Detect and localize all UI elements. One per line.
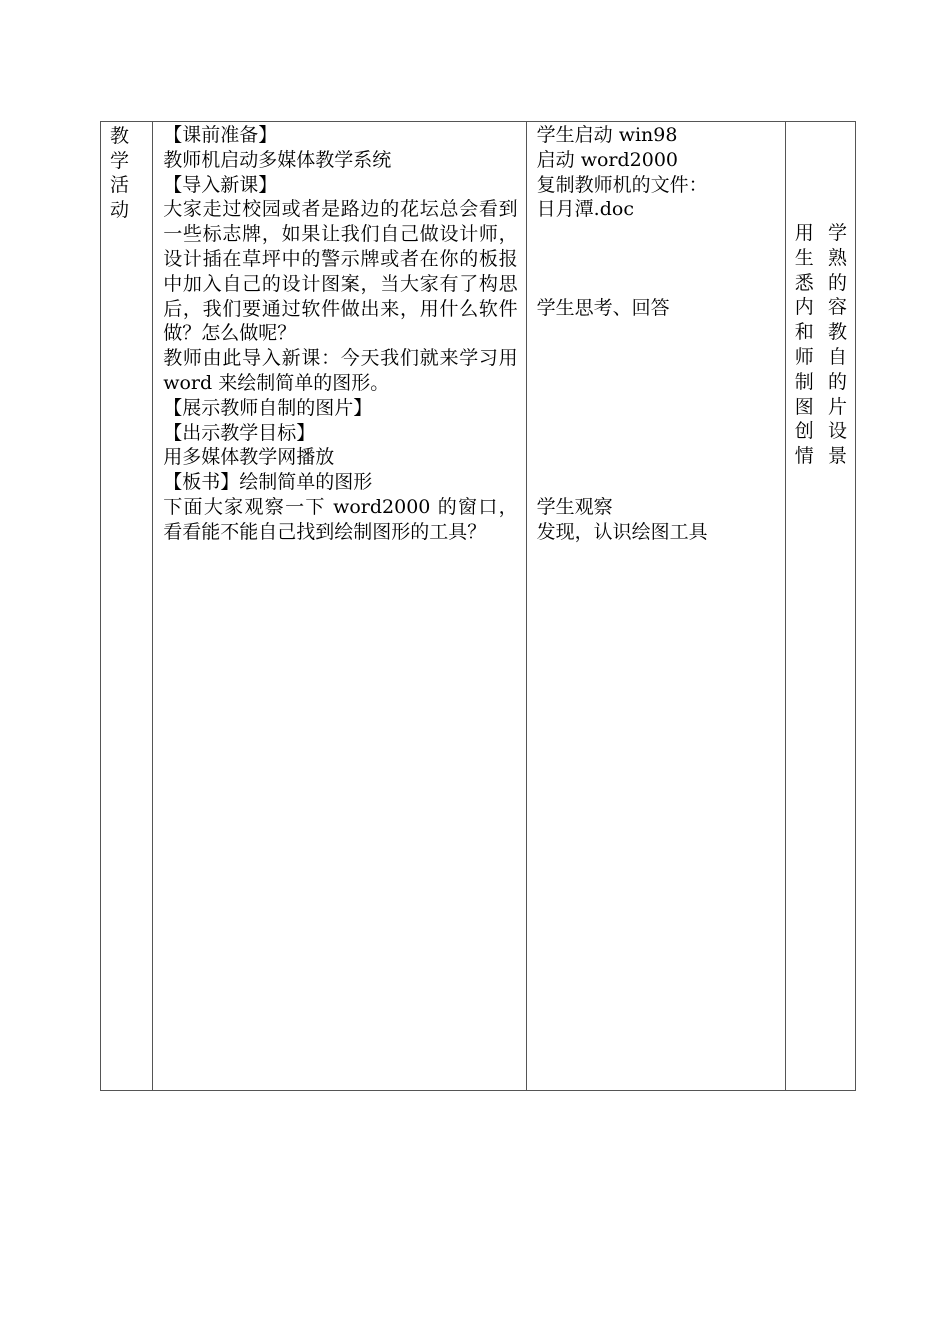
intent-char: 内: [794, 296, 814, 319]
table-row-teaching-activity: [101, 122, 856, 1091]
intent-row: [795, 419, 847, 444]
intent-char: 设: [827, 420, 847, 443]
intent-row: [795, 320, 847, 345]
teacher-line: 【课前准备】: [163, 124, 278, 146]
intent-char: 制: [794, 370, 814, 393]
lesson-plan-table: [100, 121, 856, 1091]
intent-row: [795, 444, 847, 469]
student-line: 学生启动 win98: [536, 124, 678, 146]
student-activity-cell: [526, 122, 785, 1091]
intent-char: 情: [794, 445, 814, 468]
teacher-activity-cell: [153, 122, 526, 1091]
teacher-line: 教师机启动多媒体教学系统: [163, 148, 392, 171]
row-header-char: 教: [110, 125, 130, 147]
intent-char: 生: [794, 246, 814, 269]
intent-row: [795, 395, 847, 420]
intent-char: 熟: [827, 246, 847, 269]
row-header-cell: [101, 122, 153, 1091]
spacer: [537, 321, 781, 495]
intent-char: 图: [794, 395, 814, 418]
intent-char: 师: [794, 345, 814, 368]
intent-char: 容: [827, 296, 847, 319]
intent-char: 的: [827, 271, 847, 294]
teacher-lead-in: 教师由此导入新课：今天我们就来学习用 word 来绘制简单的图形。: [163, 347, 518, 394]
row-header-char: 学: [110, 149, 130, 172]
teacher-line: 用多媒体教学网播放: [163, 446, 335, 469]
intent-row: [795, 345, 847, 370]
intent-char: 用: [794, 222, 814, 244]
intent-char: 自: [827, 345, 847, 368]
teacher-observe-paragraph: 下面大家观察一下 word2000 的窗口，看看能不能自己找到绘制图形的工具？: [163, 495, 518, 543]
intent-char: 学: [827, 222, 847, 244]
teacher-line: 【板书】绘制简单的图形: [163, 471, 373, 494]
design-intent-text: [786, 122, 855, 469]
row-header-char: 动: [110, 198, 130, 221]
intent-char: 景: [827, 445, 847, 468]
teacher-line: 【展示教师自制的图片】: [163, 396, 373, 419]
student-line: 学生观察: [536, 495, 613, 518]
intent-row: [795, 271, 847, 296]
teacher-intro-paragraph: 大家走过校园或者是路边的花坛总会看到一些标志牌，如果让我们自己做设计师，设计插在草坪中的警示牌或者在你的板报中加入自己的设计图案，当大家有了构思后，我们要通过软件做出来，用什么软件做？怎么做呢？: [163, 198, 518, 345]
student-line: 学生思考、回答: [536, 297, 670, 320]
intent-row: [795, 370, 847, 395]
intent-char: 片: [827, 395, 847, 418]
intent-char: 教: [827, 321, 847, 344]
row-header-char: 活: [110, 174, 130, 197]
intent-char: 和: [794, 321, 814, 344]
row-header-vertical-text: [101, 122, 152, 222]
intent-row: [795, 221, 847, 246]
spacer: [537, 222, 781, 296]
intent-char: 悉: [794, 271, 814, 294]
intent-char: 的: [827, 370, 847, 393]
student-line: 复制教师机的文件：: [536, 173, 708, 196]
design-intent-cell: [785, 122, 855, 1091]
intent-char: 创: [794, 420, 814, 443]
student-line: 发现，认识绘图工具: [536, 520, 708, 543]
intent-row: [795, 246, 847, 271]
student-line: 启动 word2000: [536, 148, 679, 171]
student-line: 日月潭.doc: [536, 198, 634, 221]
teacher-line: 【导入新课】: [163, 173, 278, 196]
teacher-line: 【出示教学目标】: [163, 421, 316, 444]
intent-row: [795, 295, 847, 320]
